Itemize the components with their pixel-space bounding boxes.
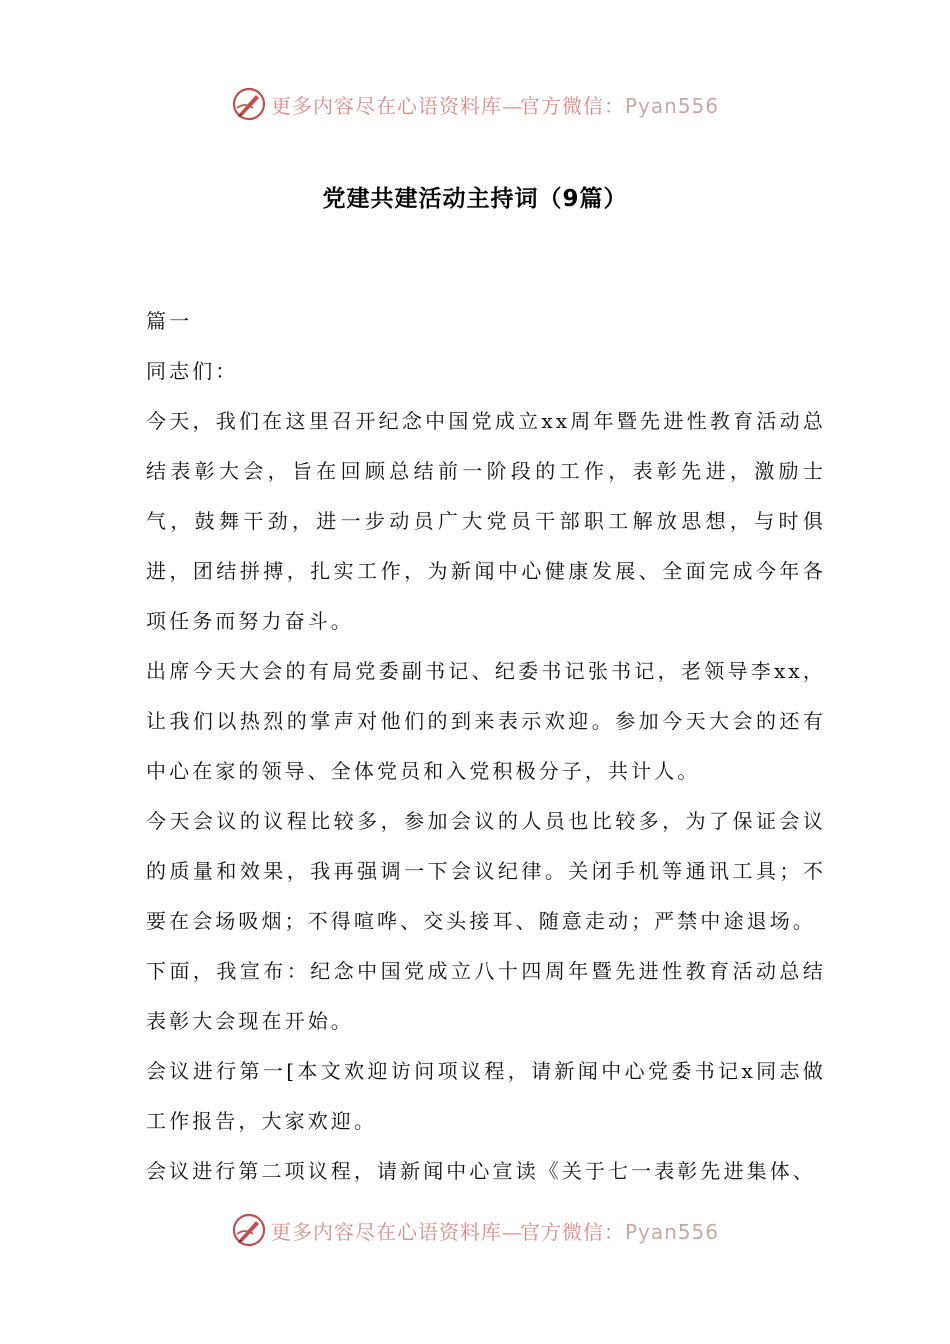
paragraph-opening: 今天，我们在这里召开纪念中国党成立xx周年暨先进性教育活动总结表彰大会，旨在回顾总结前一阶段的工作，表彰先进，激励士气，鼓舞干劲，进一步动员广大党员干部职工解放思想，与时俱进，团结拼搏，扎实工作，为新闻中心健康发展、全面完成今年各项任务而努力奋斗。 [146, 409, 826, 633]
banner-brand: 更多内容尽在心语资料库 [270, 93, 502, 118]
banner-text [271, 1216, 719, 1245]
banner-wechat-label: 官方微信： [519, 93, 625, 118]
paragraph-section-heading: 篇一 [146, 309, 193, 333]
banner-wechat-id: Pyan556 [624, 1219, 719, 1244]
paragraph-agenda-one: 会议进行第一[本文欢迎访问项议程，请新闻中心党委书记x同志做工作报告，大家欢迎。 [146, 1059, 826, 1133]
footer-banner [0, 1208, 950, 1252]
banner-wechat-label: 官方微信： [519, 1219, 625, 1244]
banner-brand: 更多内容尽在心语资料库 [270, 1219, 502, 1244]
paragraph-announcement: 下面，我宣布：纪念中国党成立八十四周年暨先进性教育活动总结表彰大会现在开始。 [146, 959, 826, 1033]
banner-wechat-id: Pyan556 [624, 93, 719, 118]
paragraph-salutation: 同志们： [146, 359, 239, 383]
banner-text [271, 90, 719, 119]
document-body [146, 296, 826, 1196]
paragraph-attendees: 出席今天大会的有局党委副书记、纪委书记张书记，老领导李xx，让我们以热烈的掌声对他们的到来表示欢迎。参加今天大会的还有中心在家的领导、全体党员和入党积极分子，共计人。 [146, 659, 826, 783]
header-banner [0, 82, 950, 126]
pen-logo-icon [231, 86, 267, 122]
pen-logo-icon [231, 1212, 267, 1248]
paragraph-discipline: 今天会议的议程比较多，参加会议的人员也比较多，为了保证会议的质量和效果，我再强调一下会议纪律。关闭手机等通讯工具；不要在会场吸烟；不得喧哗、交头接耳、随意走动；严禁中途退场。 [146, 809, 826, 933]
banner-dash: — [501, 1219, 520, 1244]
document-title: 党建共建活动主持词（9篇） [322, 186, 628, 212]
paragraph-agenda-two: 会议进行第二项议程，请新闻中心宣读《关于七一表彰先进集体、 [146, 1159, 816, 1183]
banner-dash: — [501, 93, 520, 118]
